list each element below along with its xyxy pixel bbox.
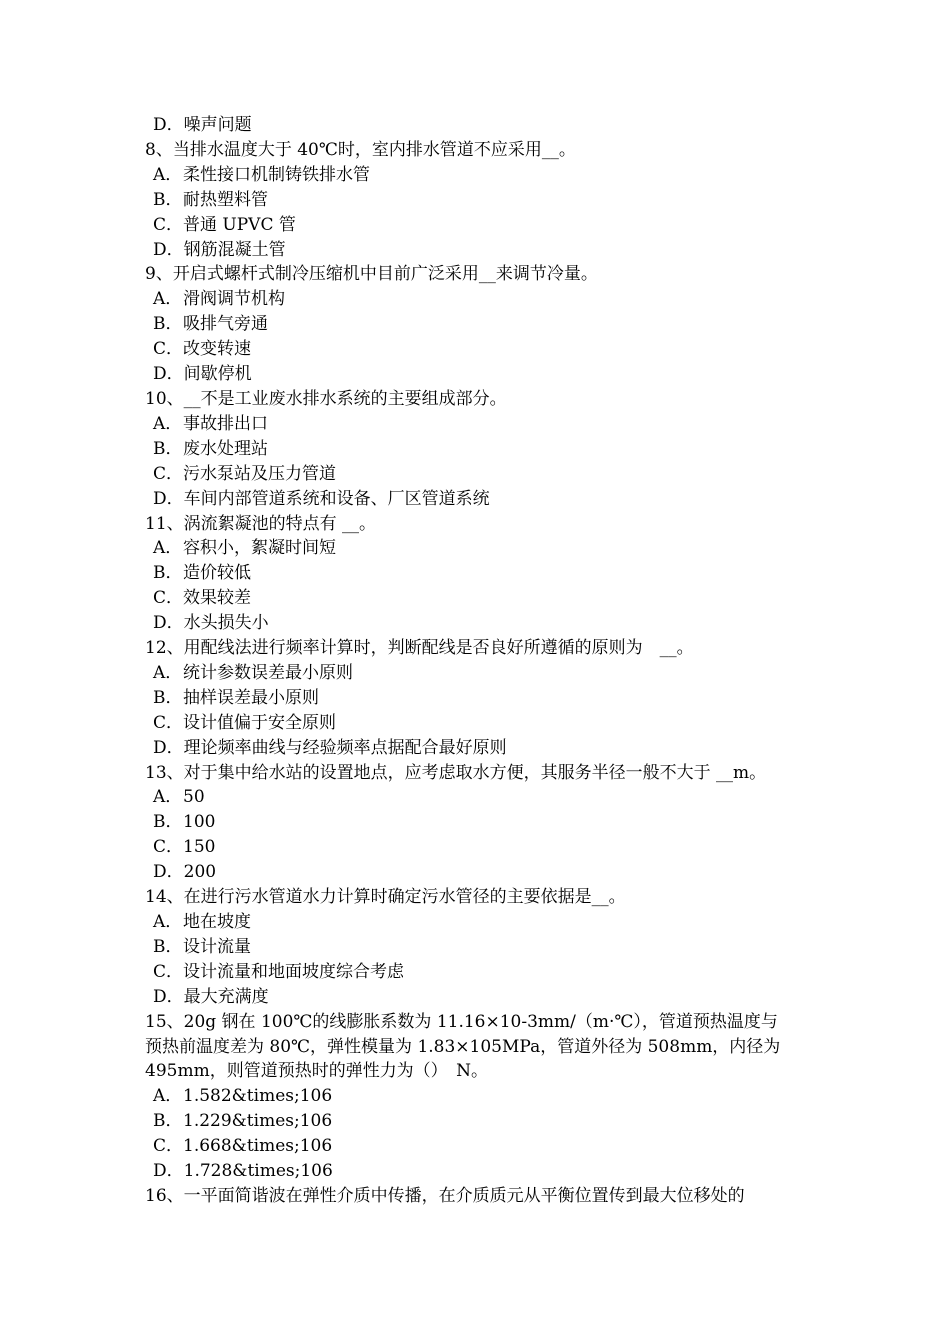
option-letter: A． — [153, 413, 183, 434]
question-stem-line: 15、20g 钢在 100℃的线膨胀系数为 11.16×10-3mm/（m·℃），管道预热温度与 — [145, 1011, 778, 1032]
option-letter: A． — [153, 662, 183, 683]
option-text: 100 — [183, 812, 216, 833]
option-text: 设计值偏于安全原则 — [183, 712, 337, 733]
option-text: 耐热塑料管 — [183, 189, 268, 210]
option-letter: D． — [153, 613, 184, 634]
option-text: 150 — [183, 837, 216, 858]
option-letter: D． — [153, 986, 184, 1007]
answer-option — [145, 188, 815, 213]
answer-option — [145, 238, 815, 263]
option-text: 统计参数误差最小原则 — [183, 662, 353, 683]
answer-option — [145, 213, 815, 238]
answer-option — [145, 935, 815, 960]
answer-option — [145, 312, 815, 337]
option-letter: C． — [153, 1136, 184, 1157]
option-letter: A． — [153, 1086, 183, 1107]
option-text: 理论频率曲线与经验频率点据配合最好原则 — [183, 737, 507, 758]
option-text: 吸排气旁通 — [183, 314, 268, 335]
answer-option — [145, 113, 815, 138]
answer-option — [145, 163, 815, 188]
option-letter: B． — [153, 1111, 183, 1132]
option-text: 间歇停机 — [183, 364, 252, 385]
question-stem-line: 16、一平面简谐波在弹性介质中传播，在介质质元从平衡位置传到最大位移处的 — [145, 1185, 745, 1206]
question-stem-line: 13、对于集中给水站的设置地点，应考虑取水方便，其服务半径一般不大于 __m。 — [145, 762, 767, 783]
option-text: 污水泵站及压力管道 — [183, 463, 337, 484]
option-text: 造价较低 — [183, 563, 251, 584]
question-stem-line: 14、在进行污水管道水力计算时确定污水管径的主要依据是__。 — [145, 887, 626, 908]
option-text: 噪声问题 — [183, 115, 252, 135]
option-text: 1.668&times;106 — [183, 1136, 333, 1157]
option-letter: C． — [153, 339, 184, 360]
question-stem-line: 预热前温度差为 80℃，弹性模量为 1.83×105MPa，管道外径为 508mm，内径为 — [145, 1036, 781, 1057]
answer-option — [145, 586, 815, 611]
option-letter: B． — [153, 812, 183, 833]
answer-option — [145, 1109, 815, 1134]
answer-option — [145, 835, 815, 860]
option-letter: C． — [153, 463, 184, 484]
option-text: 改变转速 — [183, 339, 252, 360]
question-stem-line: 8、当排水温度大于 40℃时，室内排水管道不应采用__。 — [145, 139, 576, 160]
option-text: 普通 UPVC 管 — [183, 214, 296, 235]
option-text: 设计流量和地面坡度综合考虑 — [183, 961, 405, 982]
option-letter: A． — [153, 538, 183, 559]
option-text: 1.229&times;106 — [183, 1111, 333, 1132]
answer-option — [145, 561, 815, 586]
option-letter: D． — [153, 862, 184, 883]
question-stem-line: 9、开启式螺杆式制冷压缩机中目前广泛采用__来调节冷量。 — [145, 264, 598, 285]
option-text: 200 — [183, 862, 217, 883]
option-letter: A． — [153, 912, 183, 932]
answer-option — [145, 536, 815, 561]
answer-option — [145, 362, 815, 387]
option-text: 事故排出口 — [183, 413, 268, 434]
option-letter: B． — [153, 563, 183, 584]
option-text: 地在坡度 — [183, 912, 251, 932]
answer-option — [145, 711, 815, 736]
answer-option — [145, 412, 815, 437]
option-letter: D． — [153, 488, 184, 509]
option-text: 容积小，絮凝时间短 — [183, 538, 336, 559]
option-text: 柔性接口机制铸铁排水管 — [183, 164, 370, 185]
option-text: 设计流量 — [183, 936, 251, 957]
option-letter: C． — [153, 214, 184, 235]
answer-option — [145, 1159, 815, 1184]
option-text: 滑阀调节机构 — [183, 289, 285, 310]
answer-option — [145, 1084, 815, 1109]
option-letter: B． — [153, 936, 183, 957]
answer-option — [145, 337, 815, 362]
option-letter: D． — [153, 239, 184, 260]
option-letter: A． — [153, 289, 183, 310]
option-letter: D． — [153, 364, 184, 385]
option-letter: C． — [153, 588, 184, 609]
answer-option — [145, 860, 815, 885]
option-text: 50 — [183, 787, 205, 808]
answer-option — [145, 487, 815, 512]
option-text: 1.728&times;106 — [183, 1161, 333, 1182]
option-text: 效果较差 — [183, 588, 252, 609]
option-letter: B． — [153, 189, 183, 210]
option-letter: C． — [153, 712, 184, 733]
option-text: 废水处理站 — [183, 438, 268, 459]
answer-option — [145, 686, 815, 711]
answer-option — [145, 810, 815, 835]
question-stem-line: 495mm，则管道预热时的弹性力为（） N。 — [145, 1061, 489, 1082]
option-letter: D． — [153, 737, 184, 758]
answer-option — [145, 287, 815, 312]
option-text: 水头损失小 — [183, 613, 269, 634]
option-text: 最大充满度 — [183, 986, 269, 1007]
option-letter: C． — [153, 961, 184, 982]
answer-option — [145, 985, 815, 1010]
option-letter: B． — [153, 438, 183, 459]
question-stem-line: 12、用配线法进行频率计算时，判断配线是否良好所遵循的原则为 __。 — [145, 638, 694, 659]
option-letter: C． — [153, 837, 184, 858]
answer-option — [145, 960, 815, 985]
question-stem-line: 10、__不是工业废水排水系统的主要组成部分。 — [145, 388, 507, 409]
question-list — [145, 113, 815, 1209]
option-text: 抽样误差最小原则 — [183, 687, 319, 708]
answer-option — [145, 736, 815, 761]
question-stem-line: 11、涡流絮凝池的特点有 __。 — [145, 513, 377, 534]
option-letter: D． — [153, 115, 184, 135]
answer-option — [145, 1134, 815, 1159]
option-letter: A． — [153, 787, 183, 808]
option-letter: A． — [153, 164, 183, 185]
answer-option — [145, 437, 815, 462]
option-letter: B． — [153, 314, 183, 335]
answer-option — [145, 910, 815, 935]
option-letter: B． — [153, 687, 183, 708]
answer-option — [145, 462, 815, 487]
answer-option — [145, 611, 815, 636]
answer-option — [145, 785, 815, 810]
option-letter: D． — [153, 1161, 184, 1182]
option-text: 1.582&times;106 — [183, 1086, 333, 1107]
answer-option — [145, 661, 815, 686]
option-text: 车间内部管道系统和设备、厂区管道系统 — [183, 488, 490, 509]
option-text: 钢筋混凝土管 — [183, 239, 286, 260]
